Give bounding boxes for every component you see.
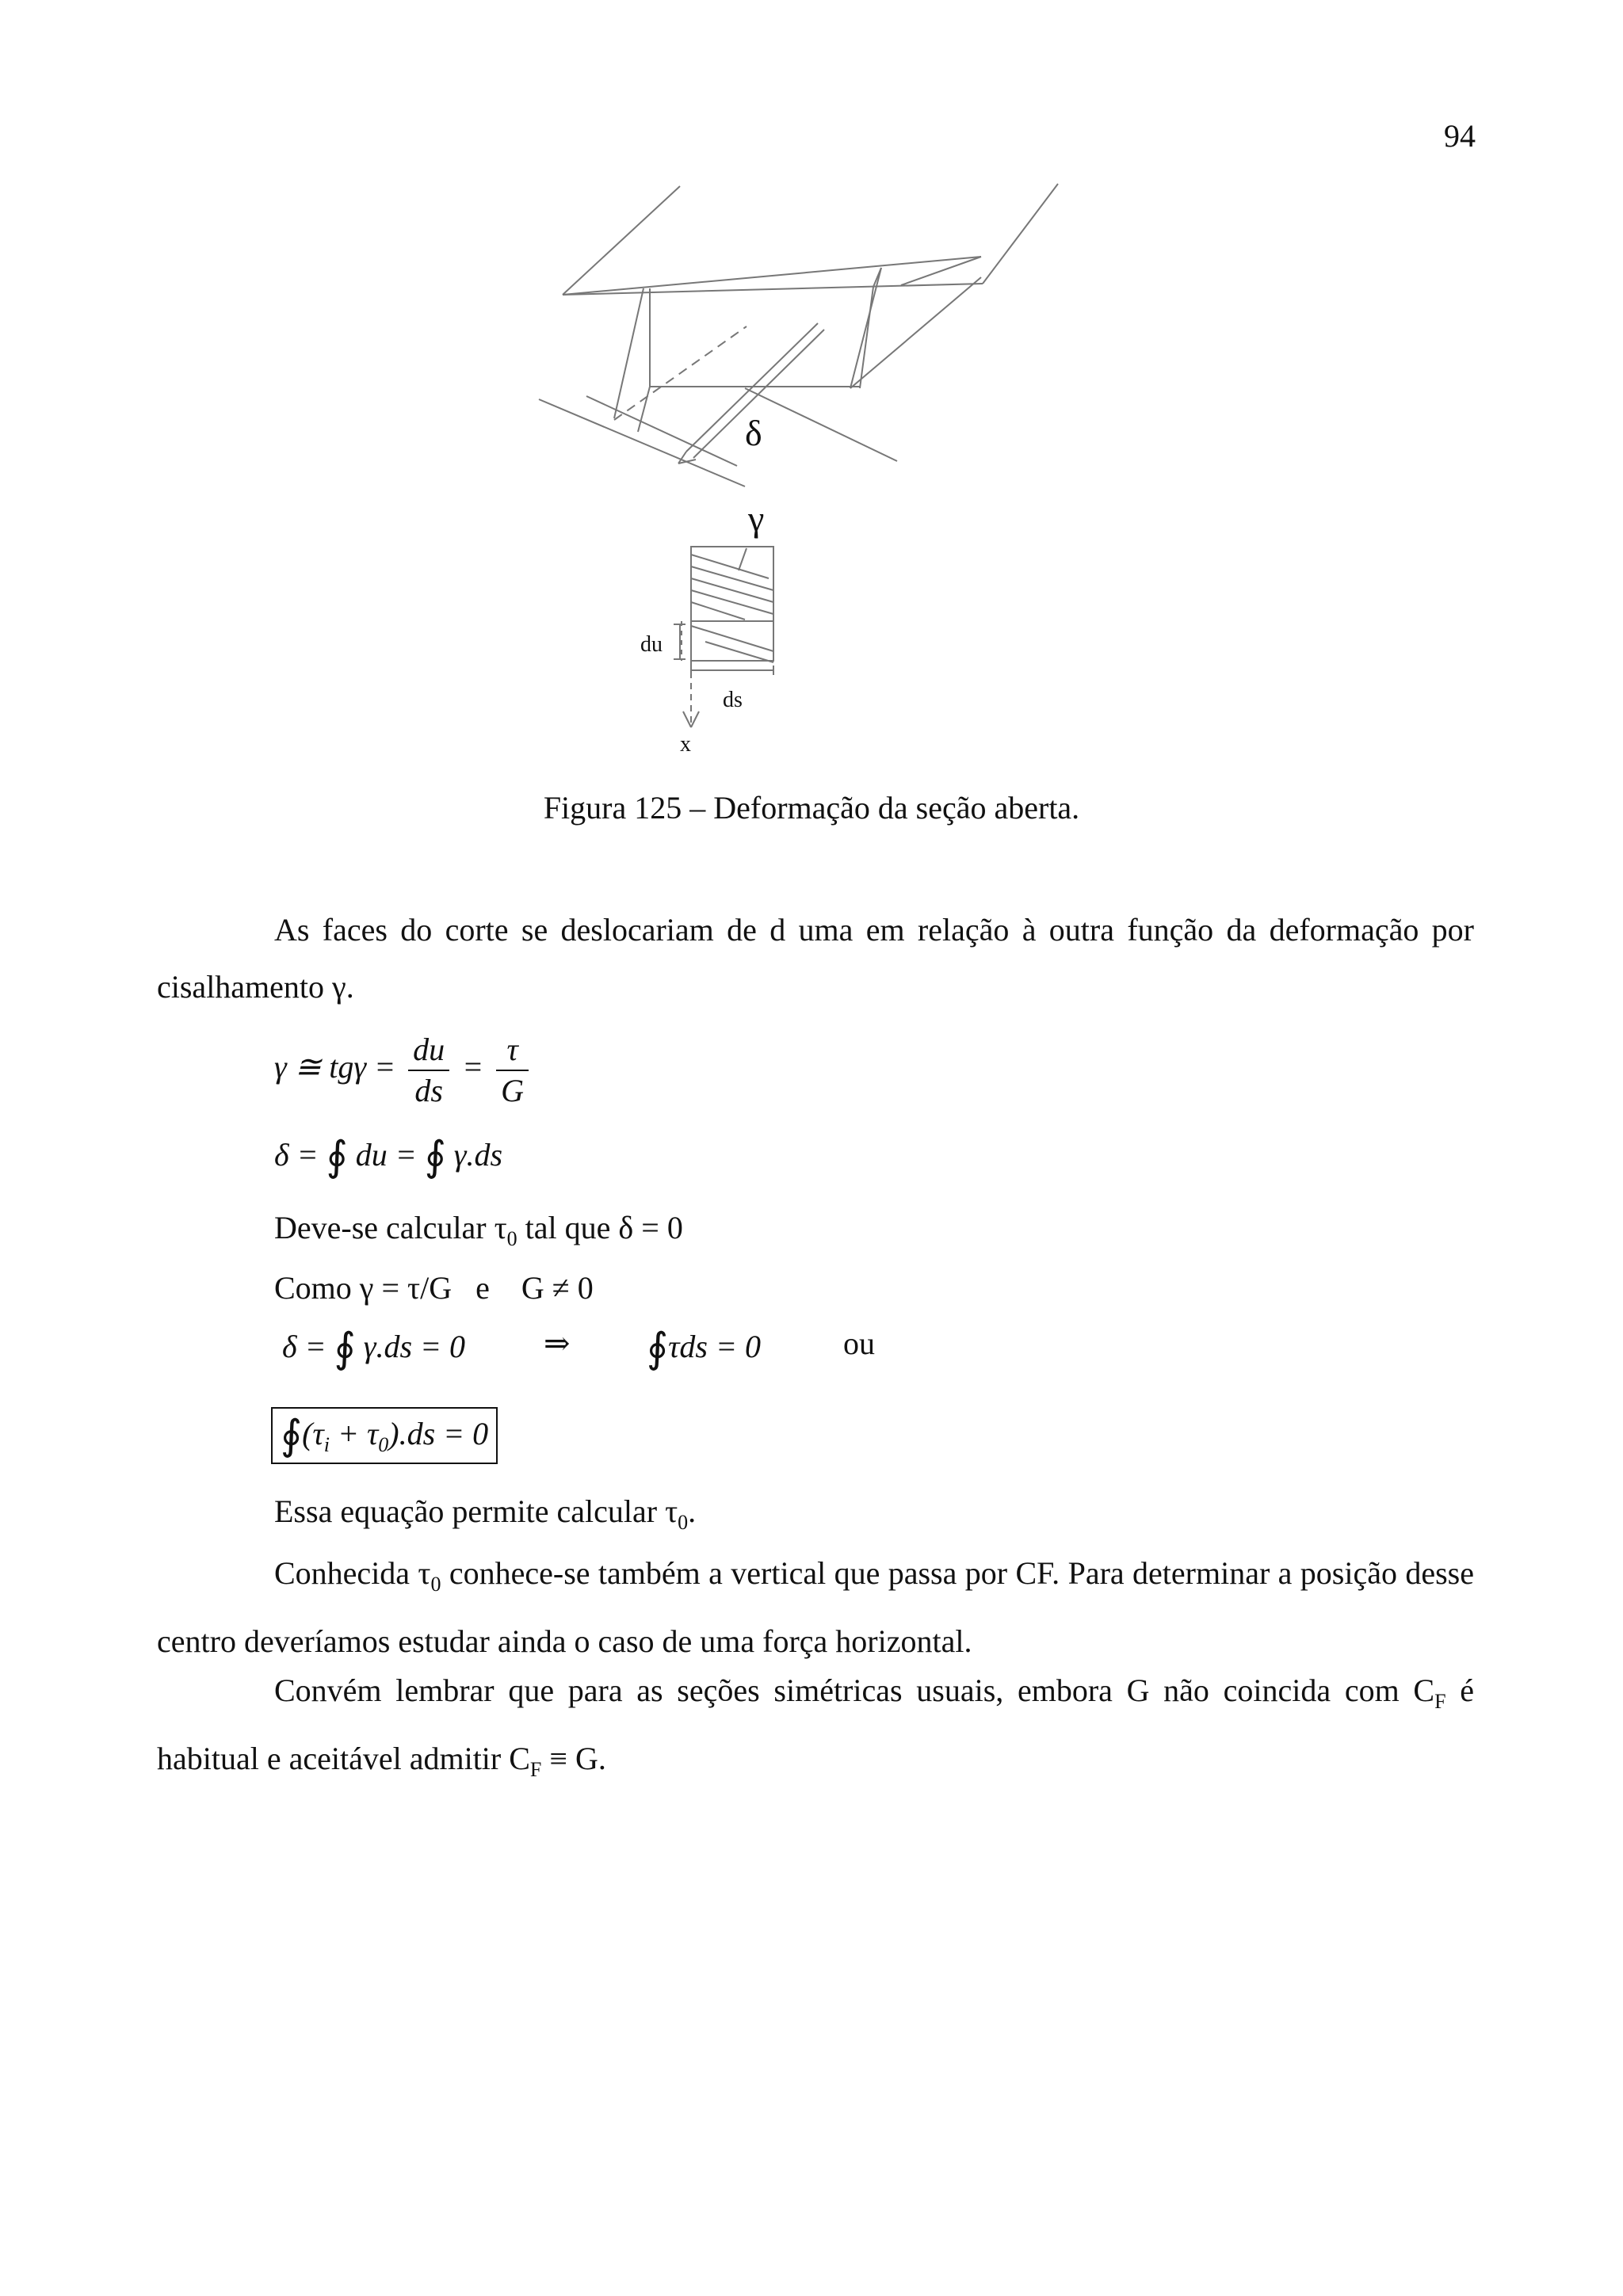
calc-pre: Deve-se calcular τ [274,1210,507,1245]
line-deve-se-calcular [274,1209,683,1251]
du-label: du [640,632,663,657]
fraction-numerator: du [408,1030,449,1071]
eq1-equals: = [462,1049,484,1085]
calc-post: tal que δ = 0 [517,1210,683,1245]
calc-sub: 0 [506,1227,517,1250]
boxed-equation-frame: $∮(\tau_i + \tau_0).ds = 0$ [271,1407,498,1464]
line-como: Como γ = τ/G e G ≠ 0 [274,1270,594,1306]
line-essa-equacao: Essa equação permite calcular $\tau_0$. [274,1493,697,1534]
contour-integral-symbol: ∮ [424,1135,446,1180]
paragraph-1: As faces do corte se deslocariam de d uma em relação à outra função da deformação por cisalhamento γ. [157,912,1474,1005]
ds-label: ds [723,688,743,712]
section-deformation-figure [507,158,1109,761]
contour-integral-symbol: ∮ [326,1135,348,1180]
eq2-delta: δ = [274,1137,319,1173]
fraction-denominator: G [501,1073,525,1108]
paragraph-2: Conhecida $\tau_0$ conhece-se também a vertical que passa por CF. Para determinar a posição desse centro deveríamos estudar ainda o caso de uma força horizontal. [157,1555,1474,1659]
equation-delta [274,1133,502,1180]
implies-arrow: ⇒ [544,1325,571,1361]
figure-caption: Figura 125 – Deformação da seção aberta. [543,790,1080,826]
fraction-numerator: τ [496,1030,529,1071]
delta-label: δ [745,413,762,453]
equation-gamma [274,1030,533,1111]
eq3-ou: ou [843,1325,875,1361]
eq3-rhs: ∮τds = 0 [647,1326,761,1371]
gamma-label: γ [748,498,765,539]
fraction-denominator: ds [414,1073,443,1108]
eq2-body1: du = [355,1137,417,1173]
x-axis-label: x [680,732,691,757]
eq2-body2: γ.ds [453,1137,503,1173]
fraction-tau-g [496,1030,529,1111]
page-number: 94 [1444,118,1476,154]
eq3-lhs: δ = ∮ γ.ds = 0 [282,1326,466,1371]
fraction-du-ds [408,1030,449,1111]
eq1-lhs: γ ≅ tgγ = [274,1049,396,1085]
paragraph-3: Convém lembrar que para as seções simétricas usuais, embora G não coincida com $C_F$ é habitual e aceitável admitir $C_F \equiv G$. [157,1672,1474,1781]
boxed-equation [271,1407,498,1464]
contour-integral-symbol: ∮ [281,1413,303,1459]
